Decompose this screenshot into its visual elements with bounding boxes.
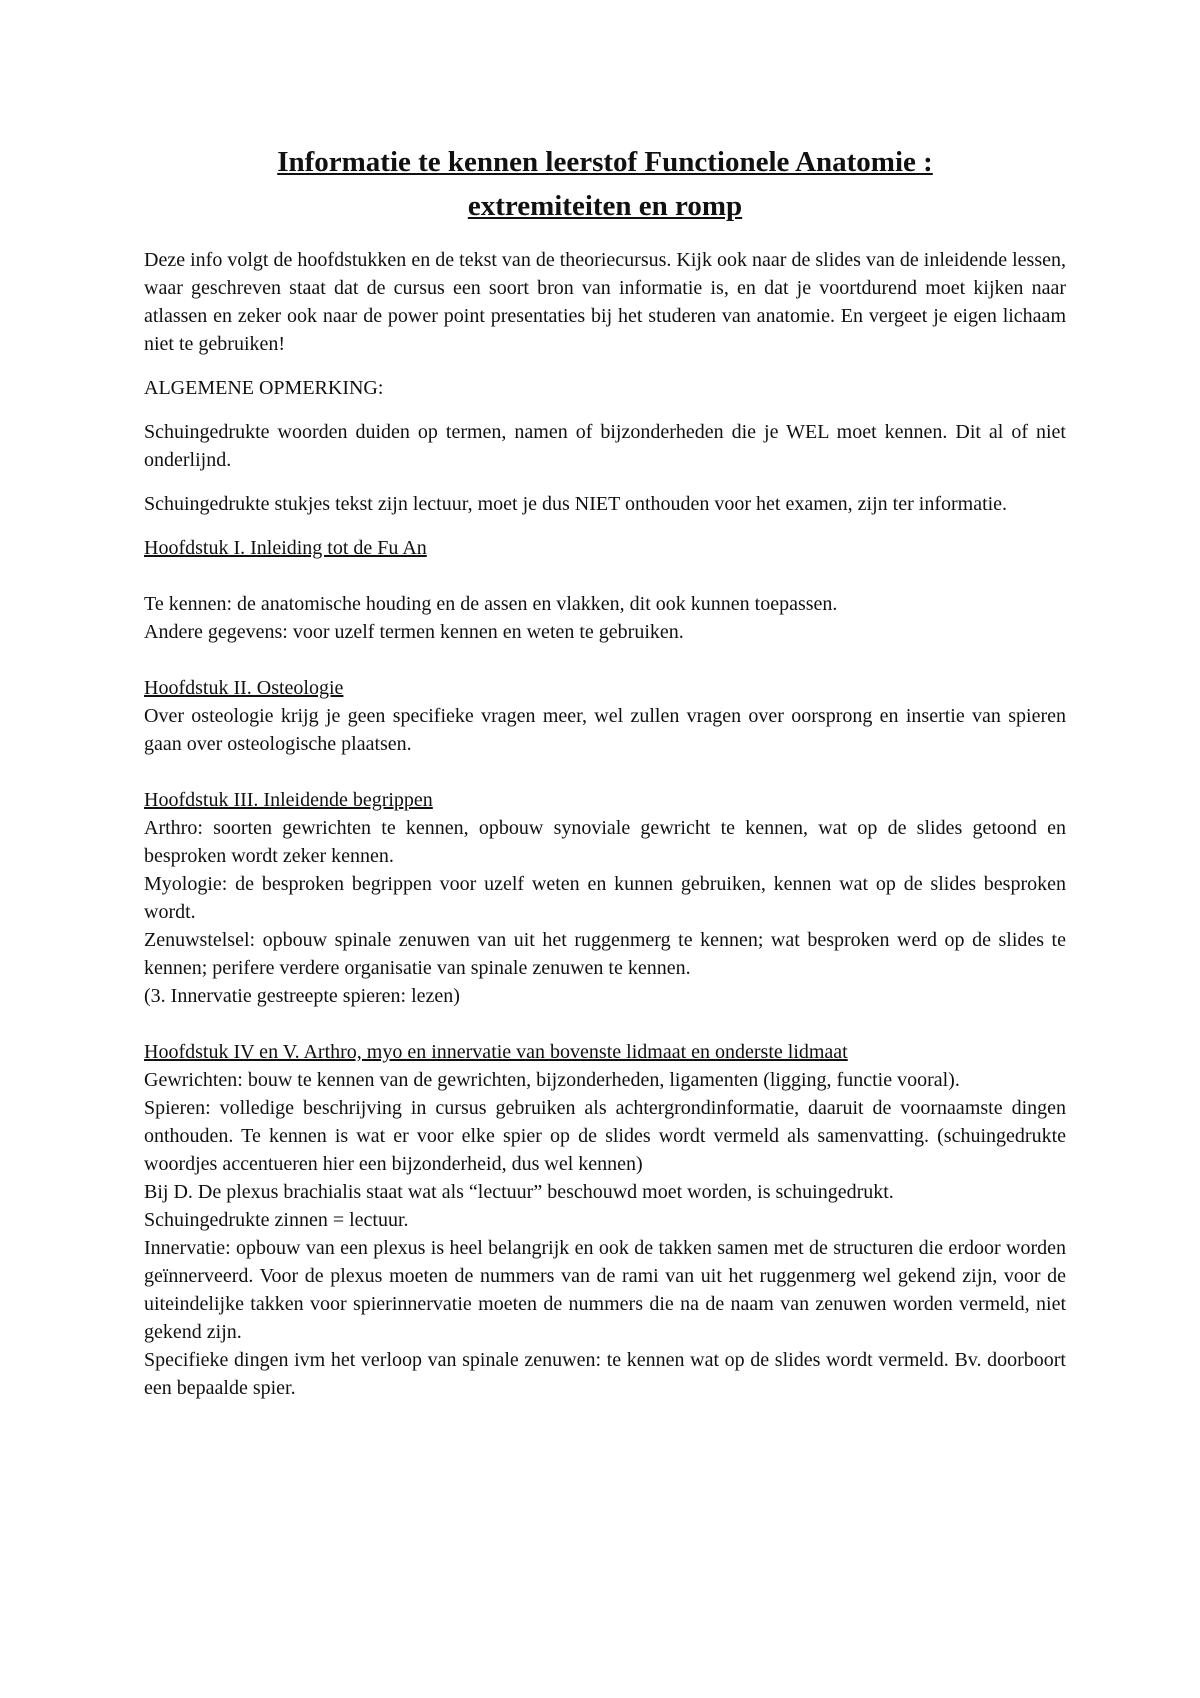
chapter-3-innervation: (3. Innervatie gestreepte spieren: lezen) [144, 985, 460, 1007]
chapter-3-nervous-system: Zenuwstelsel: opbouw spinale zenuwen van uit het ruggenmerg te kennen; wat besproken werd op de slides te kennen; perifere verdere organisatie van spinale zenuwen te kennen. [144, 929, 1066, 979]
general-remark-paragraph-1: Schuingedrukte woorden duiden op termen, namen of bijzonderheden die je WEL moet kennen. Dit al of niet onderlijnd. [144, 421, 1066, 471]
chapter-1-line-2: Andere gegevens: voor uzelf termen kennen en weten te gebruiken. [144, 621, 684, 643]
title-line-1: Informatie te kennen leerstof Functionele Anatomie : [277, 146, 933, 178]
document-content [144, 140, 1066, 1402]
page-title [144, 140, 1066, 228]
chapter-2-text: Over osteologie krijg je geen specifieke vragen meer, wel zullen vragen over oorsprong en insertie van spieren gaan over osteologische plaatsen. [144, 705, 1066, 755]
chapter-4-specific: Specifieke dingen ivm het verloop van spinale zenuwen: te kennen wat op de slides wordt vermeld. Bv. doorboort een bepaalde spier. [144, 1349, 1066, 1399]
chapter-4-innervation: Innervatie: opbouw van een plexus is heel belangrijk en ook de takken samen met de structuren die erdoor worden geïnnerveerd. Voor de plexus moeten de nummers van de rami van uit het ruggenmerg wel gekend zijn, voor de uiteindelijke takken voor spierinnervatie moeten de nummers die na de naam van zenuwen worden vermeld, niet gekend zijn. [144, 1237, 1066, 1343]
chapter-3-myology: Myologie: de besproken begrippen voor uzelf weten en kunnen gebruiken, kennen wat op de slides besproken wordt. [144, 873, 1066, 923]
general-remark-paragraph-2: Schuingedrukte stukjes tekst zijn lectuur, moet je dus NIET onthouden voor het examen, zijn ter informatie. [144, 493, 1008, 515]
chapter-1-heading: Hoofdstuk I. Inleiding tot de Fu An [144, 537, 427, 559]
chapter-2-heading: Hoofdstuk II. Osteologie [144, 677, 344, 699]
chapter-3-heading: Hoofdstuk III. Inleidende begrippen [144, 789, 433, 811]
chapter-4-plexus: Bij D. De plexus brachialis staat wat als “lectuur” beschouwd moet worden, is schuingedrukt. [144, 1181, 894, 1203]
chapter-4-muscles: Spieren: volledige beschrijving in cursus gebruiken als achtergrondinformatie, daaruit de voornaamste dingen onthouden. Te kennen is wat er voor elke spier op de slides wordt vermeld als samenvatting. (schuingedrukte woordjes accentueren hier een bijzonderheid, dus wel kennen) [144, 1097, 1066, 1175]
chapter-3-arthro: Arthro: soorten gewrichten te kennen, opbouw synoviale gewricht te kennen, wat op de slides getoond en besproken wordt zeker kennen. [144, 817, 1066, 867]
chapter-1-line-1: Te kennen: de anatomische houding en de assen en vlakken, dit ook kunnen toepassen. [144, 593, 838, 615]
chapter-4-heading: Hoofdstuk IV en V. Arthro, myo en innervatie van bovenste lidmaat en onderste lidmaat [144, 1041, 848, 1063]
chapter-4-italic-note: Schuingedrukte zinnen = lectuur. [144, 1209, 409, 1231]
general-remark-heading: ALGEMENE OPMERKING: [144, 377, 384, 399]
chapter-4-joints: Gewrichten: bouw te kennen van de gewrichten, bijzonderheden, ligamenten (ligging, functie vooral). [144, 1069, 960, 1091]
title-line-2: extremiteiten en romp [467, 190, 743, 222]
intro-paragraph: Deze info volgt de hoofdstukken en de tekst van de theoriecursus. Kijk ook naar de slides van de inleidende lessen, waar geschreven staat dat de cursus een soort bron van informatie is, en dat je voortdurend moet kijken naar atlassen en zeker ook naar de power point presentaties bij het studeren van anatomie. En vergeet je eigen lichaam niet te gebruiken! [144, 249, 1066, 355]
